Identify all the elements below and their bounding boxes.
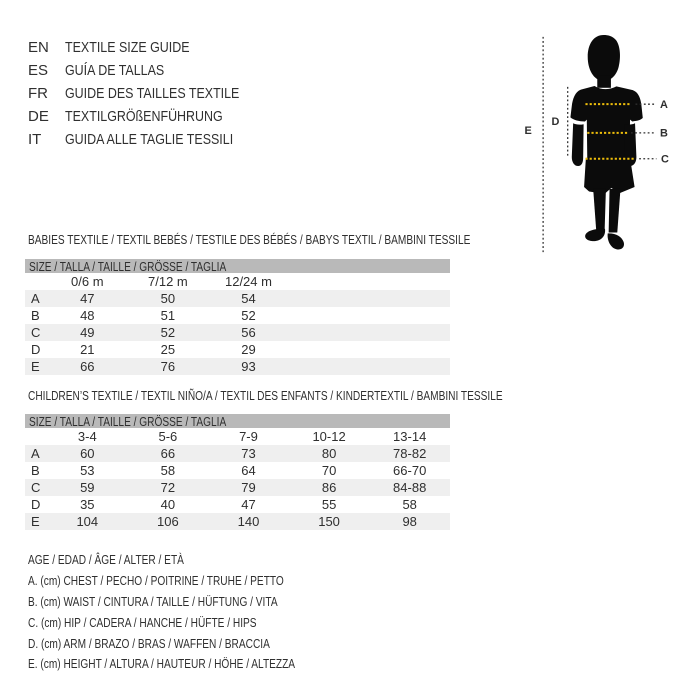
row-label: A [31,446,40,461]
size-value: 98 [402,514,417,529]
size-value: 66 [160,446,176,461]
figure-label-a: A [660,98,668,111]
column-header: 13-14 [393,429,427,444]
size-value: 48 [80,308,95,323]
size-value: 52 [160,325,176,340]
language-code: ES [28,62,49,79]
legend-line-text: AGE / EDAD / ÂGE / ALTER / ETÀ [28,551,184,567]
babies-row-e [25,358,450,375]
children-column-headers [25,428,450,445]
size-value: 35 [80,497,95,512]
children-row-b [25,462,450,479]
size-value: 60 [80,446,95,461]
column-header: 12/24 m [224,274,272,289]
size-value: 54 [241,291,256,306]
babies-table [25,259,450,375]
language-code: FR [28,85,48,102]
children-table [25,414,450,530]
language-row [28,105,275,128]
row-label: C [31,480,41,495]
row-label: B [31,308,40,323]
row-label: D [31,342,41,357]
language-row [28,36,275,59]
children-row-d [25,496,450,513]
legend-line-text: E. (cm) HEIGHT / ALTURA / HAUTEUR / HÖHE / ALTEZZA [28,656,296,672]
legend-line-text: B. (cm) WAIST / CINTURA / TAILLE / HÜFTUNG / VITA [28,593,278,609]
size-value: 58 [402,497,417,512]
language-list [28,36,275,151]
size-value: 140 [237,514,260,529]
child-silhouette [570,35,642,249]
row-label: D [31,497,41,512]
size-value: 76 [160,359,176,374]
language-title: TEXTILE SIZE GUIDE [65,39,190,56]
size-value: 40 [160,497,176,512]
figure-label-d: D [551,116,560,129]
size-value: 66-70 [393,463,427,478]
children-row-e [25,513,450,530]
figure-label-b: B [660,127,668,140]
size-value: 52 [241,308,256,323]
legend-line-text: C. (cm) HIP / CADERA / HANCHE / HÜFTE / HIPS [28,614,257,630]
babies-size-header-text: SIZE / TALLA / TAILLE / GRÖSSE / TAGLIA [29,258,227,274]
language-row [28,82,275,105]
figure-label-c: C [660,153,669,166]
babies-table-title [28,232,595,246]
language-title: GUIDE DES TAILLES TEXTILE [65,85,240,102]
size-value: 79 [241,480,256,495]
babies-row-b [25,307,450,324]
language-title: GUIDA ALLE TAGLIE TESSILI [65,131,234,148]
children-row-a [25,445,450,462]
babies-column-headers [25,273,450,290]
legend-item [28,633,370,654]
legend-item [28,570,370,591]
size-value: 53 [80,463,95,478]
language-title: TEXTILGRÖßENFÜHRUNG [65,108,223,125]
size-value: 84-88 [393,480,427,495]
legend-line-text: A. (cm) CHEST / PECHO / POITRINE / TRUHE / PETTO [28,572,284,588]
legend-item [28,591,370,612]
size-value: 64 [241,463,256,478]
column-header: 0/6 m [71,274,104,289]
measurement-legend [28,549,370,674]
language-row [28,59,275,82]
size-value: 49 [80,325,95,340]
children-size-header-text: SIZE / TALLA / TAILLE / GRÖSSE / TAGLIA [29,413,227,429]
row-label: B [31,463,40,478]
row-label: C [31,325,41,340]
size-value: 21 [80,342,95,357]
language-code: EN [28,39,49,56]
size-value: 73 [241,446,256,461]
row-label: E [31,514,40,529]
language-code: IT [28,131,42,148]
size-value: 104 [76,514,99,529]
size-value: 93 [241,359,256,374]
babies-size-header [25,259,450,273]
language-code: DE [28,108,49,125]
figure-label-e: E [524,125,532,138]
language-title: GUÍA DE TALLAS [65,62,165,79]
size-value: 72 [160,480,176,495]
legend-age-line [28,549,370,570]
children-table-title [28,388,637,402]
size-value: 58 [160,463,176,478]
babies-row-a [25,290,450,307]
size-value: 47 [241,497,256,512]
legend-item [28,612,370,633]
column-header: 5-6 [158,429,178,444]
size-value: 25 [160,342,176,357]
column-header: 3-4 [77,429,97,444]
language-row [28,128,275,151]
row-label: E [31,359,40,374]
size-value: 47 [80,291,95,306]
row-label: A [31,291,40,306]
size-value: 59 [80,480,95,495]
size-value: 56 [241,325,256,340]
children-size-header [25,414,450,428]
size-value: 66 [80,359,95,374]
size-value: 80 [321,446,337,461]
size-value: 51 [160,308,176,323]
size-value: 86 [321,480,337,495]
legend-item [28,653,370,674]
babies-row-c [25,324,450,341]
legend-line-text: D. (cm) ARM / BRAZO / BRAS / WAFFEN / BRACCIA [28,635,270,651]
babies-row-d [25,341,450,358]
size-value: 70 [321,463,337,478]
column-header: 10-12 [312,429,346,444]
babies-table-title-text: BABIES TEXTILE / TEXTIL BEBÉS / TESTILE DES BÉBÉS / BABYS TEXTIL / BAMBINI TESSILE [28,232,471,247]
size-value: 150 [318,514,340,529]
children-row-c [25,479,450,496]
size-value: 50 [160,291,176,306]
size-value: 106 [157,514,179,529]
children-table-title-text: CHILDREN’S TEXTILE / TEXTIL NIÑO/A / TEXTIL DES ENFANTS / KINDERTEXTIL / BAMBINI TESSILE [28,388,503,403]
size-value: 78-82 [393,446,427,461]
size-value: 55 [321,497,337,512]
column-header: 7-9 [239,429,258,444]
size-value: 29 [241,342,256,357]
column-header: 7/12 m [148,274,188,289]
